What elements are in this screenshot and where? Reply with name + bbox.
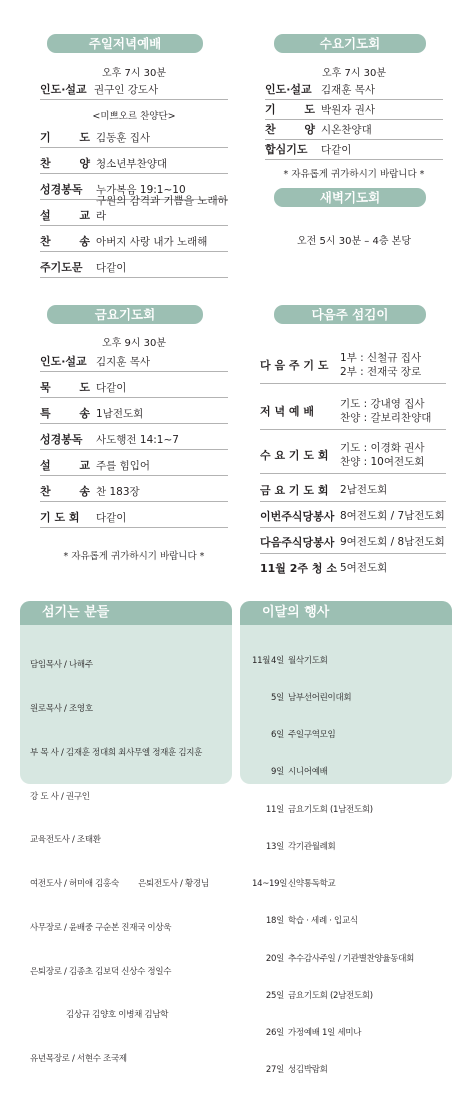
next-week-row-label: 11월 2주 청 소	[260, 562, 337, 575]
friday-row-value: 주를 힘입어	[96, 460, 151, 472]
sunday-row-value: 다같이	[96, 262, 127, 274]
friday-row-label: 설 교	[40, 459, 90, 472]
event-day: 11일	[265, 804, 284, 815]
next-week-row	[260, 346, 446, 384]
next-week-row	[260, 478, 446, 502]
wednesday-row-value: 김재훈 목사	[321, 84, 376, 96]
event-day: 5일	[270, 693, 284, 704]
next-week-row-label: 저 녁 예 배	[260, 404, 314, 418]
sunday-row-value: 김동훈 집사	[96, 132, 151, 144]
friday-row-label: 인도·설교	[40, 355, 87, 368]
next-week-row-line: 1부 : 신철규 집사	[340, 351, 422, 364]
sunday-praise-team: <미쁘오르 찬양단>	[92, 111, 176, 122]
sunday-row-label: 찬 송	[40, 235, 90, 248]
wednesday-prayer-title: 수요기도회	[274, 34, 426, 53]
servants-title: 섬기는 분들	[20, 601, 232, 625]
wednesday-row-label: 인도·설교	[265, 83, 312, 96]
dawn-prayer-title: 새벽기도회	[274, 188, 426, 207]
friday-row	[40, 482, 228, 502]
next-week-row-line: 찬양 : 갈보리찬양대	[340, 411, 432, 424]
friday-row-value: 다같이	[96, 382, 127, 394]
servant-line: 은퇴장로 / 김종초 김보덕 신상수 정일수	[30, 966, 172, 977]
sunday-leader-row	[40, 80, 228, 100]
next-week-row	[260, 392, 446, 430]
wednesday-row-value: 다같이	[321, 144, 352, 156]
friday-row	[40, 378, 228, 398]
sunday-row-value: 구원의 감격과 기쁨을 노래하라	[96, 195, 228, 222]
next-week-row	[260, 556, 446, 580]
event-day: 27일	[265, 1065, 284, 1076]
servants-panel	[20, 601, 232, 1065]
friday-row-value: 찬 183장	[96, 486, 140, 498]
event-day: 4일	[270, 655, 284, 666]
wednesday-note: * 자유롭게 귀가하시기 바랍니다 *	[283, 169, 425, 180]
event-item	[252, 692, 414, 704]
event-item	[252, 953, 414, 965]
servant-line: 원로목사 / 조영호	[30, 703, 93, 714]
event-day: 18일	[265, 916, 284, 927]
sunday-evening-time: 오후 7시 30분	[101, 68, 167, 79]
friday-row	[40, 456, 228, 476]
next-week-row-line: 기도 : 강내영 집사	[340, 397, 425, 410]
next-week-row-line: 9여전도회 / 8남전도회	[340, 535, 445, 548]
event-text: 월삭기도회	[288, 655, 328, 666]
event-text: 가정예배 1일 세미나	[288, 1028, 362, 1038]
servant-line: 사무장로 / 윤배중 구순본 진재국 이상욱	[30, 922, 172, 933]
sunday-row	[40, 258, 228, 278]
wednesday-row-value: 시온찬양대	[321, 124, 372, 136]
dawn-prayer-detail: 오전 5시 30분 – 4층 본당	[297, 236, 411, 247]
event-day: 25일	[265, 990, 284, 1001]
event-day: 20일	[265, 953, 284, 964]
next-week-row-line: 2부 : 전재국 장로	[340, 365, 422, 378]
sunday-row-value: 누가복음 19:1~10	[96, 184, 186, 196]
friday-row-label: 성경봉독	[40, 433, 83, 446]
friday-row-label: 묵 도	[40, 381, 90, 394]
next-week-row-label: 금 요 기 도 회	[260, 483, 329, 497]
servant-line: 여전도사 / 허미애 김홍숙 은퇴전도사 / 황경님	[30, 879, 209, 890]
event-text: 추수감사주일 / 기관별찬양율동대회	[288, 953, 415, 964]
next-week-row	[260, 504, 446, 528]
wednesday-row-label: 합심기도	[265, 143, 308, 156]
friday-row-value: 김지훈 목사	[96, 356, 151, 368]
servants-list	[30, 629, 209, 1096]
friday-row	[40, 352, 228, 372]
event-item	[252, 915, 414, 927]
events-panel	[240, 601, 452, 1076]
next-week-row-label: 이번주식당봉사	[260, 509, 335, 523]
event-day: 9일	[270, 767, 284, 778]
event-text: 남부선어린이대회	[288, 693, 352, 704]
next-week-row-line: 기도 : 이경화 권사	[340, 441, 425, 454]
event-item	[252, 990, 414, 1002]
event-text: 신약통독학교	[288, 879, 336, 890]
friday-row	[40, 430, 228, 450]
event-item	[252, 1064, 414, 1076]
friday-row-value: 사도행전 14:1~7	[96, 434, 179, 446]
sunday-row	[40, 128, 228, 148]
event-item	[252, 804, 414, 816]
event-text: 금요기도회 (1남전도회)	[288, 804, 373, 815]
wednesday-row	[265, 120, 443, 140]
servant-line: 부 목 사 / 김재훈 정대희 최사무엘 정재훈 김지훈	[30, 747, 203, 758]
wednesday-row-label: 기 도	[265, 103, 315, 116]
events-list	[252, 630, 414, 1101]
sunday-leader-label: 인도·설교	[40, 83, 87, 96]
next-week-row-label: 다음주식당봉사	[260, 535, 335, 549]
servant-line: 강 도 사 / 권구인	[30, 791, 90, 802]
wednesday-row-label: 찬 양	[265, 123, 315, 136]
events-title: 이달의 행사	[240, 601, 452, 625]
friday-prayer-time: 오후 9시 30분	[101, 338, 167, 349]
event-day: 6일	[270, 730, 284, 741]
sunday-row	[40, 195, 228, 226]
event-text: 주일구역모임	[288, 730, 336, 741]
event-month: 11월	[252, 655, 271, 666]
event-item	[252, 878, 414, 890]
friday-row-value: 1남전도회	[96, 408, 144, 420]
friday-row-label: 찬 송	[40, 485, 90, 498]
sunday-row-label: 찬 양	[40, 157, 90, 170]
event-day: 26일	[265, 1028, 284, 1038]
next-week-row-line: 5여전도회	[340, 562, 388, 574]
friday-row-label: 특 송	[40, 407, 90, 420]
sunday-row	[40, 154, 228, 174]
event-text: 각기관월례회	[288, 841, 336, 852]
event-text: 학습 · 세례 · 입교식	[288, 916, 358, 927]
servant-line: 김상규 김양호 이병채 김남학	[30, 1010, 169, 1021]
sunday-row-label: 기 도	[40, 131, 90, 144]
event-text: 성김박람회	[288, 1065, 328, 1076]
wednesday-row	[265, 140, 443, 160]
wednesday-row	[265, 80, 443, 100]
friday-row-value: 다같이	[96, 512, 127, 524]
event-item	[252, 729, 414, 741]
friday-note: * 자유롭게 귀가하시기 바랍니다 *	[63, 551, 205, 562]
sunday-row-value: 아버지 사랑 내가 노래해	[96, 236, 208, 248]
event-day: 14~19일	[252, 879, 288, 890]
wednesday-row	[265, 100, 443, 120]
next-week-row	[260, 436, 446, 474]
wednesday-prayer-time: 오후 7시 30분	[321, 68, 387, 79]
friday-row	[40, 508, 228, 528]
next-week-row-label: 다 음 주 기 도	[260, 358, 329, 372]
sunday-row-value: 청소년부찬양대	[96, 158, 168, 170]
sunday-row-label: 성경봉독	[40, 183, 83, 196]
friday-row-label: 기 도 회	[40, 511, 80, 524]
sunday-row-label: 설 교	[40, 209, 90, 222]
next-week-row-line: 8여전도회 / 7남전도회	[340, 509, 445, 522]
servant-line: 교육전도사 / 조태환	[30, 835, 101, 846]
next-week-row-line: 2남전도회	[340, 483, 388, 496]
friday-prayer-title: 금요기도회	[47, 305, 203, 324]
next-week-row-label: 수 요 기 도 회	[260, 448, 329, 462]
servant-line: 담임목사 / 나해주	[30, 660, 93, 671]
sunday-row	[40, 232, 228, 252]
next-week-title: 다음주 섬김이	[274, 305, 426, 324]
event-item	[252, 766, 414, 778]
next-week-row	[260, 530, 446, 554]
next-week-row-line: 찬양 : 10여전도회	[340, 455, 425, 468]
event-item	[252, 655, 414, 667]
event-text: 시니어예배	[288, 767, 328, 778]
friday-row	[40, 404, 228, 424]
sunday-evening-title: 주일저녁예배	[47, 34, 203, 53]
sunday-row-label: 주기도문	[40, 261, 83, 274]
event-item	[252, 841, 414, 853]
servant-line: 유년목장로 / 서현수 조국제	[30, 1054, 127, 1065]
event-day: 13일	[265, 841, 284, 852]
event-text: 금요기도회 (2남전도회)	[288, 990, 373, 1001]
event-item	[252, 1027, 414, 1039]
sunday-leader-value: 권구인 강도사	[94, 84, 159, 96]
wednesday-row-value: 박원자 권사	[321, 104, 376, 116]
